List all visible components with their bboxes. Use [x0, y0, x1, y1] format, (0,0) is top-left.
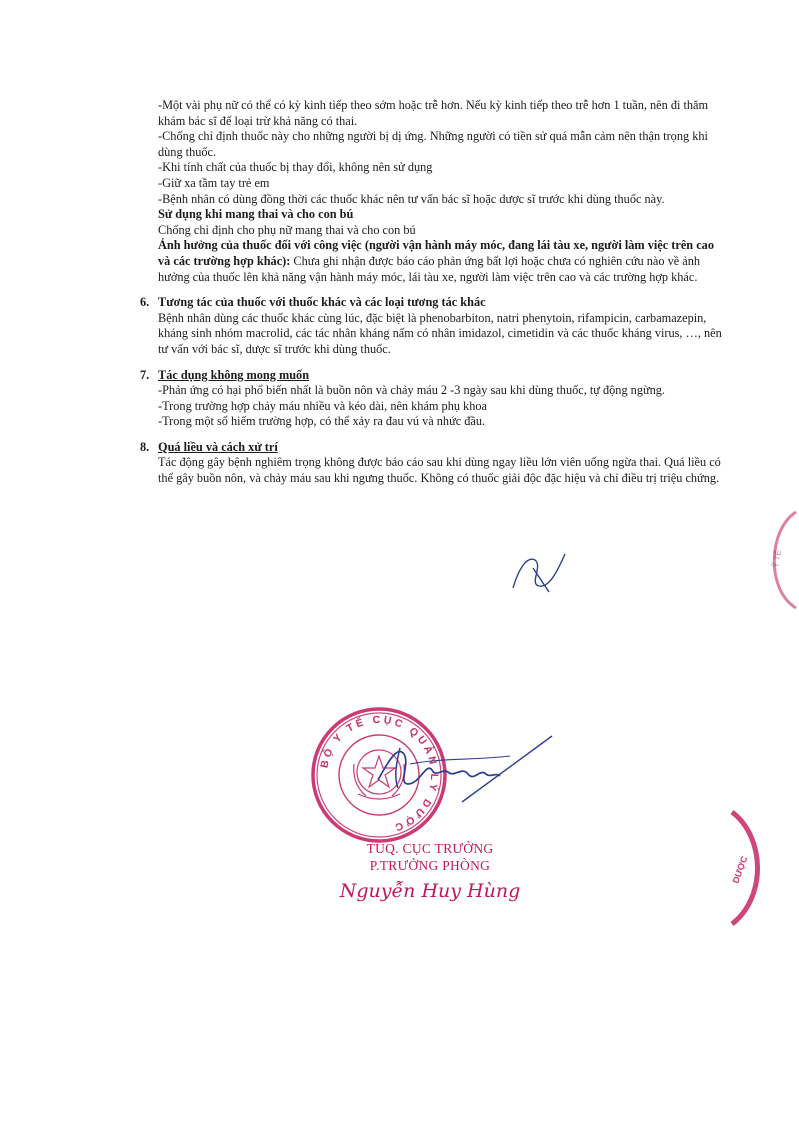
section-7-line-1: -Phản ứng có hại phổ biến nhất là buồn nôn và chảy máu 2 -3 ngày sau khi dùng thuốc, tự động ngừng. [158, 383, 666, 398]
pregnancy-text: Chống chỉ định cho phụ nữ mang thai và cho con bú [158, 222, 416, 237]
section-7-number: 7. [140, 367, 150, 382]
section-7-title: Tác dụng không mong muốn [158, 367, 310, 382]
section-8-heading [140, 439, 724, 456]
edge-stamp-upper-text: Ỹ TẾ [771, 549, 784, 569]
work-effect-text: Chưa ghi nhận được báo cáo phản ứng bất lợi hoặc chưa có nghiên cứu nào về ảnh hưởng của thuốc lên khả năng vận hành máy móc, lái tàu xe, người làm việc trên cao và các trường hợp khác. [158, 253, 701, 284]
section-7-line-2: -Trong trường hợp chảy máu nhiều và kéo dài, nên khám phụ khoa [158, 398, 487, 413]
paragraph-changed-drug: -Khi tính chất của thuốc bị thay đổi, không nên sử dụng [158, 160, 433, 175]
signature [370, 728, 560, 808]
initials-mark [505, 548, 575, 596]
edge-stamp-upper [758, 508, 799, 612]
paragraph-allergy: -Chống chỉ định thuốc này cho những người bị dị ứng. Những người có tiền sử quá mẫn cảm nên thận trọng khi dùng thuốc. [158, 129, 708, 159]
edge-stamp-lower [710, 808, 770, 928]
section-7-heading [140, 367, 724, 384]
section-6-heading [140, 295, 724, 311]
signatory-position: P.TRƯỞNG PHÒNG [369, 858, 491, 873]
edge-stamp-lower-text: DƯỢC [730, 854, 750, 885]
paragraph-next-period: -Một vài phụ nữ có thể có kỳ kinh tiếp theo sớm hoặc trễ hơn. Nếu kỳ kinh tiếp theo trễ hơn 1 tuần, nên đi thăm khám bác sĩ để loại trừ khả năng có thai. [158, 98, 709, 128]
section-8-text: Tác động gây bệnh nghiêm trọng không được báo cáo sau khi dùng ngay liều lớn viên uống ngừa thai. Quá liều có thể gây buồn nôn, và chảy máu sau khi ngưng thuốc. Không có thuốc giải độc đặc hiệu và chỉ điều trị triệu chứng. [158, 455, 721, 486]
section-8-number: 8. [140, 439, 150, 454]
signatory-title: TUQ. CỤC TRƯỞNG [366, 841, 494, 856]
pregnancy-heading: Sử dụng khi mang thai và cho con bú [158, 207, 354, 222]
paragraph-consult: -Bệnh nhân có dùng đồng thời các thuốc khác nên tư vấn bác sĩ hoặc dược sĩ trước khi dùng thuốc này. [158, 191, 665, 206]
document-body [140, 98, 724, 487]
paragraph-keep-away: -Giữ xa tầm tay trẻ em [158, 175, 270, 190]
section-8-title: Quá liều và cách xử trí [158, 439, 278, 454]
signatory-block [330, 840, 530, 902]
stamp-text: BỘ Y TẾ CỤC QUẢN LÝ DƯỢC [318, 713, 441, 835]
section-6-text: Bệnh nhân dùng các thuốc khác cùng lúc, đặc biệt là phenobarbiton, natri phenytoin, rifampicin, carbamazepin, kháng sinh nhóm macrolid, các tác nhân kháng nấm có nhân imidazol, cimetidin và các thuốc kháng virus, …, nên tư vấn với bác sĩ, dược sĩ trước khi dùng thuốc. [158, 310, 722, 356]
work-effect-heading: Ảnh hưởng của thuốc đối với công việc (người vận hành máy móc, đang lái tàu xe, người làm việc trên cao và các trường hợp khác): [158, 238, 714, 268]
signatory-name: Nguyễn Huy Hùng [339, 880, 521, 902]
section-7-line-3: -Trong một số hiếm trường hợp, có thể xảy ra đau vú và nhức đầu. [158, 414, 486, 429]
section-6-number: 6. [140, 295, 150, 310]
work-effect-paragraph [158, 238, 724, 285]
section-6-title: Tương tác của thuốc với thuốc khác và các loại tương tác khác [158, 295, 486, 310]
